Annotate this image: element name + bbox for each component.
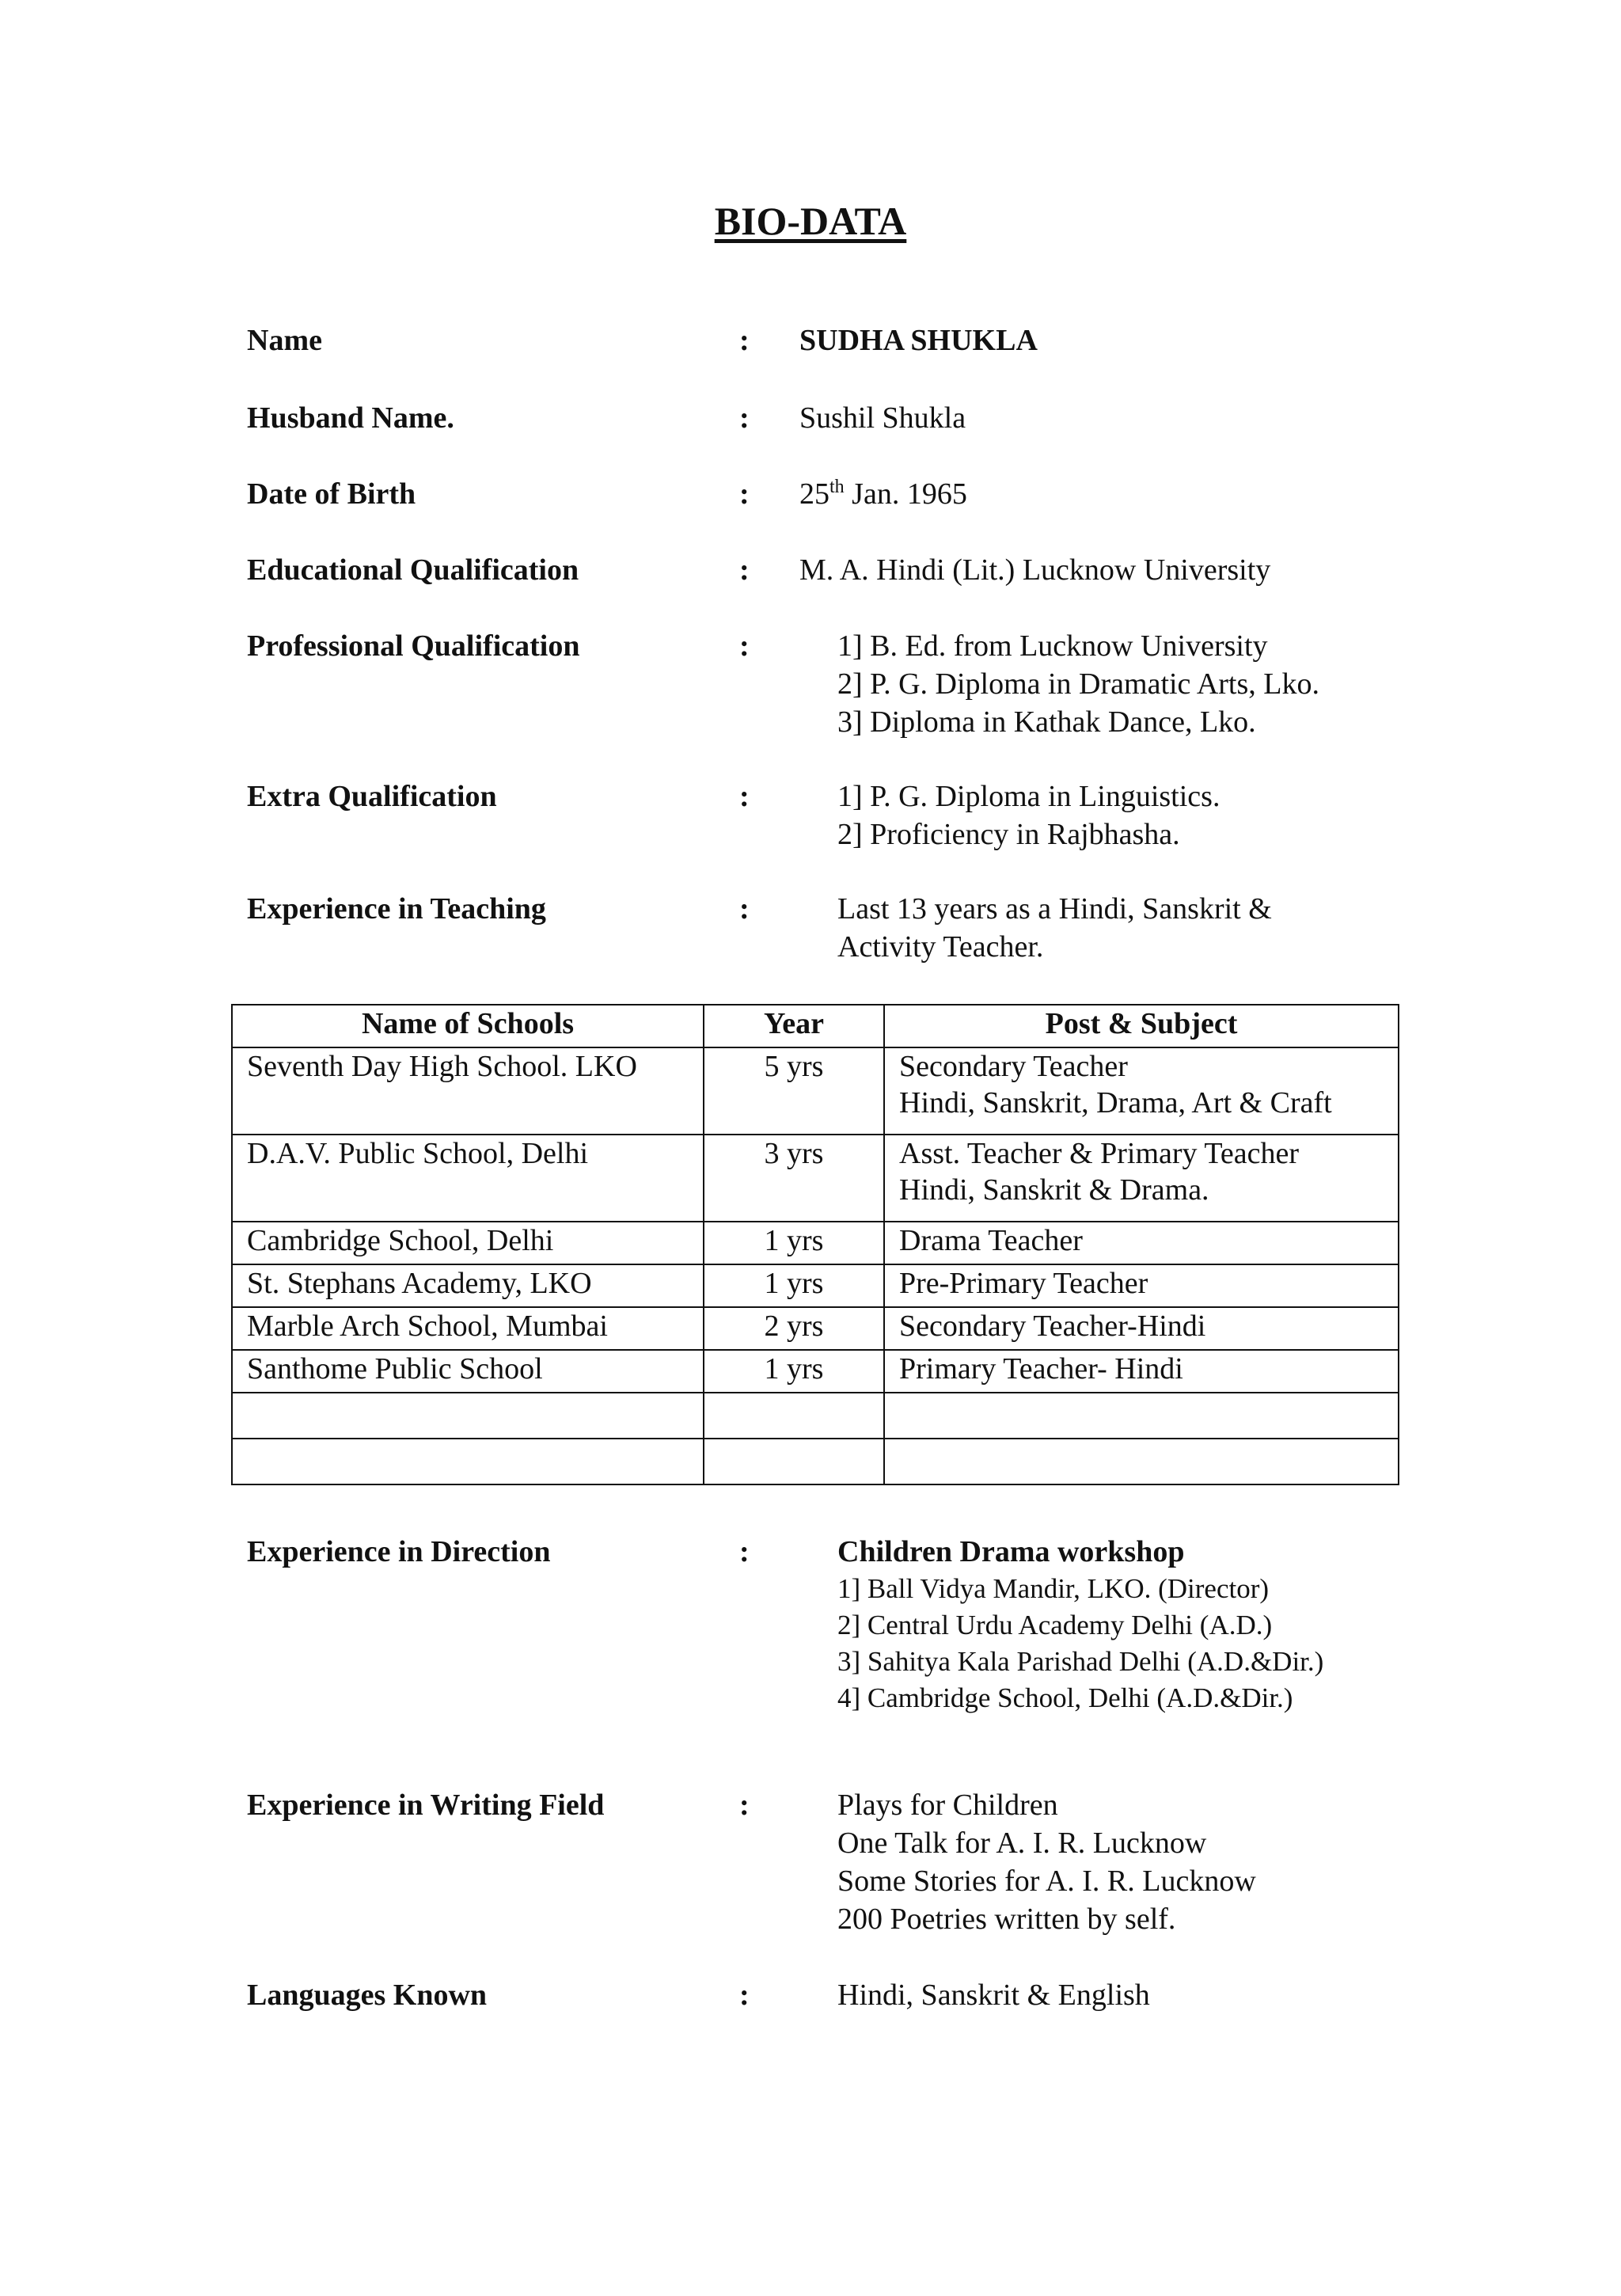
list-item: 1] Ball Vidya Mandir, LKO. (Director) xyxy=(837,1573,1270,1604)
school-post xyxy=(884,1047,1399,1135)
list-item: 1] P. G. Diploma in Linguistics. xyxy=(837,780,1220,813)
school-post: Secondary Teacher-Hindi xyxy=(884,1307,1399,1350)
husband-label: Husband Name. xyxy=(247,401,454,435)
professional-label: Professional Qualification xyxy=(247,629,580,663)
school-post xyxy=(884,1135,1399,1222)
separator: : xyxy=(739,477,750,511)
table-row xyxy=(232,1047,1399,1135)
school-years: 1 yrs xyxy=(704,1350,884,1393)
dob-rest: Jan. 1965 xyxy=(844,477,967,511)
post-title: Asst. Teacher & Primary Teacher xyxy=(899,1137,1300,1170)
school-name: Seventh Day High School. LKO xyxy=(232,1047,704,1135)
extra-label: Extra Qualification xyxy=(247,780,497,813)
direction-heading: Children Drama workshop xyxy=(837,1535,1185,1568)
extra-list xyxy=(837,777,1220,853)
school-name: D.A.V. Public School, Delhi xyxy=(232,1135,704,1222)
direction-label: Experience in Direction xyxy=(247,1535,551,1568)
post-subject: Hindi, Sanskrit & Drama. xyxy=(899,1173,1209,1207)
list-item: One Talk for A. I. R. Lucknow xyxy=(837,1827,1207,1860)
school-years: 2 yrs xyxy=(704,1307,884,1350)
separator: : xyxy=(739,780,750,813)
direction-block xyxy=(837,1533,1323,1716)
post-subject: Hindi, Sanskrit, Drama, Art & Craft xyxy=(899,1086,1332,1119)
empty-cell xyxy=(232,1393,704,1439)
education-value: M. A. Hindi (Lit.) Lucknow University xyxy=(799,553,1271,587)
school-years: 3 yrs xyxy=(704,1135,884,1222)
list-item: Some Stories for A. I. R. Lucknow xyxy=(837,1865,1256,1898)
empty-cell xyxy=(704,1393,884,1439)
separator: : xyxy=(739,1535,750,1568)
dob-label: Date of Birth xyxy=(247,477,416,511)
education-label: Educational Qualification xyxy=(247,553,579,587)
text-line: Activity Teacher. xyxy=(837,930,1044,964)
table-header-row xyxy=(232,1005,1399,1047)
list-item: 4] Cambridge School, Delhi (A.D.&Dir.) xyxy=(837,1682,1293,1713)
school-name: St. Stephans Academy, LKO xyxy=(232,1264,704,1307)
separator: : xyxy=(739,401,750,435)
list-item: 3] Sahitya Kala Parishad Delhi (A.D.&Dir.) xyxy=(837,1646,1324,1677)
table-row xyxy=(232,1135,1399,1222)
school-post: Pre-Primary Teacher xyxy=(884,1264,1399,1307)
list-item: Plays for Children xyxy=(837,1789,1058,1822)
empty-cell xyxy=(232,1439,704,1484)
table-row xyxy=(232,1350,1399,1393)
list-item: 2] P. G. Diploma in Dramatic Arts, Lko. xyxy=(837,667,1319,701)
dob-day: 25 xyxy=(799,477,829,511)
separator: : xyxy=(739,892,750,926)
school-name: Cambridge School, Delhi xyxy=(232,1222,704,1264)
name-label: Name xyxy=(247,324,322,357)
separator: : xyxy=(739,1789,750,1822)
languages-label: Languages Known xyxy=(247,1979,488,2012)
school-years: 5 yrs xyxy=(704,1047,884,1135)
dob-value xyxy=(799,475,967,513)
empty-cell xyxy=(884,1439,1399,1484)
teaching-text xyxy=(837,890,1272,966)
professional-list xyxy=(837,627,1319,741)
list-item: 2] Proficiency in Rajbhasha. xyxy=(837,818,1180,851)
writing-label: Experience in Writing Field xyxy=(247,1789,605,1822)
list-item: 3] Diploma in Kathak Dance, Lko. xyxy=(837,705,1256,739)
schools-table xyxy=(231,1004,1399,1485)
list-item: 1] B. Ed. from Lucknow University xyxy=(837,629,1268,663)
empty-table-row xyxy=(232,1439,1399,1484)
table-row xyxy=(232,1264,1399,1307)
table-row xyxy=(232,1307,1399,1350)
school-post: Drama Teacher xyxy=(884,1222,1399,1264)
school-years: 1 yrs xyxy=(704,1222,884,1264)
empty-table-row xyxy=(232,1393,1399,1439)
separator: : xyxy=(739,324,750,357)
text-line: Last 13 years as a Hindi, Sanskrit & xyxy=(837,892,1272,926)
separator: : xyxy=(739,629,750,663)
writing-list xyxy=(837,1786,1256,1938)
school-years: 1 yrs xyxy=(704,1264,884,1307)
empty-cell xyxy=(704,1439,884,1484)
school-name: Marble Arch School, Mumbai xyxy=(232,1307,704,1350)
name-value: SUDHA SHUKLA xyxy=(799,324,1038,357)
list-item: 200 Poetries written by self. xyxy=(837,1903,1176,1936)
husband-value: Sushil Shukla xyxy=(799,401,966,435)
languages-value: Hindi, Sanskrit & English xyxy=(837,1979,1150,2012)
teaching-label: Experience in Teaching xyxy=(247,892,546,926)
post-title: Secondary Teacher xyxy=(899,1050,1128,1083)
school-post: Primary Teacher- Hindi xyxy=(884,1350,1399,1393)
page-title: BIO-DATA xyxy=(714,199,907,243)
separator: : xyxy=(739,1979,750,2012)
school-name: Santhome Public School xyxy=(232,1350,704,1393)
table-row xyxy=(232,1222,1399,1264)
header-post: Post & Subject xyxy=(884,1005,1399,1047)
empty-cell xyxy=(884,1393,1399,1439)
header-school: Name of Schools xyxy=(232,1005,704,1047)
list-item: 2] Central Urdu Academy Delhi (A.D.) xyxy=(837,1610,1273,1640)
header-year: Year xyxy=(704,1005,884,1047)
separator: : xyxy=(739,553,750,587)
dob-suffix: th xyxy=(829,477,845,497)
